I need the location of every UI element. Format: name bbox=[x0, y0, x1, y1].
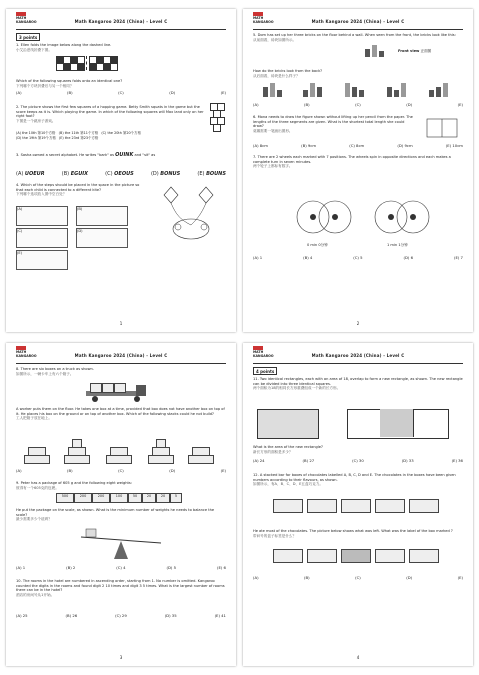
option-e[interactable]: (E) bbox=[220, 468, 226, 473]
option-c[interactable]: (C) bbox=[17, 229, 23, 233]
question-5-options bbox=[253, 102, 463, 107]
option-c[interactable]: (C) 5 bbox=[353, 255, 363, 260]
option-b[interactable]: (B) 4 bbox=[303, 255, 313, 260]
chocolate-boxes bbox=[273, 499, 443, 515]
question-3-options bbox=[16, 171, 226, 177]
option-b[interactable]: (B) 27 bbox=[302, 458, 315, 463]
option-b[interactable]: (B) 26 bbox=[65, 613, 78, 618]
front-view-bricks bbox=[363, 45, 393, 57]
option-c[interactable]: (C) bbox=[118, 90, 124, 95]
option-d[interactable]: (D) bbox=[406, 102, 413, 107]
weight-100: 100 bbox=[110, 493, 128, 503]
page-3 bbox=[6, 343, 236, 666]
question-12-options bbox=[253, 575, 463, 580]
header-title: Math Kangaroo 2024 (China) - Level C bbox=[74, 19, 168, 24]
option-e[interactable]: (E) 41 bbox=[214, 613, 226, 618]
question-10-options bbox=[16, 613, 226, 618]
question-7-options bbox=[253, 255, 463, 260]
page-header bbox=[253, 351, 463, 364]
kangaroo-logo: MATH KANGAROO bbox=[253, 12, 275, 26]
option-b[interactable]: (B) the 11th 第11个方格 bbox=[58, 131, 99, 135]
option-c[interactable]: (C) bbox=[355, 102, 361, 107]
question-5-choices bbox=[253, 81, 463, 101]
option-e[interactable]: (E) 10cm bbox=[445, 143, 463, 148]
option-c[interactable]: (C) OEOUS bbox=[105, 171, 134, 177]
wheel-label-1: 1 min 1分钟 bbox=[387, 243, 408, 247]
option-e[interactable]: (E) bbox=[457, 102, 463, 107]
kites-figure bbox=[156, 185, 226, 245]
page-number: 1 bbox=[119, 321, 123, 326]
option-d[interactable]: (D) bbox=[77, 229, 83, 233]
question-12: 12. A stacked bar for boxes of chocolates labelled A, B, C, D and E. The chocolates in the boxes have been given numbers according to their flavours, as shown. 如图所示，有A、B、C、D、E五盒巧克力。 bbox=[253, 473, 456, 487]
question-1-prompt: Which of the following squares folds onto an identical one? 下列哪个方块折叠后与另一个相同？ bbox=[16, 79, 123, 88]
page-header bbox=[253, 17, 463, 30]
weights-row bbox=[56, 493, 196, 503]
rectangles-figure bbox=[257, 401, 457, 441]
option-d[interactable]: (D) 35 bbox=[164, 613, 177, 618]
option-d[interactable]: (D) BONUS bbox=[150, 171, 181, 177]
page-header bbox=[16, 351, 226, 364]
option-d[interactable]: (D) bbox=[406, 575, 413, 580]
option-b[interactable]: (B) bbox=[304, 575, 310, 580]
front-view-label: Front view 正面图 bbox=[398, 49, 432, 53]
question-7: 7. There are 2 wheels each marked with 7 positions. The wheels spin in opposite directions and each makes a complete turn in seven minutes. 两个轮子上都标有数字。 bbox=[253, 155, 451, 169]
question-9: 9. Peter has a package of 605 g and the following eight weights: 彼得有一个605克的包裹。 bbox=[16, 481, 133, 490]
option-e[interactable]: (E) bbox=[457, 575, 463, 580]
weight-500: 500 bbox=[56, 493, 74, 503]
option-b[interactable]: (B) EGUIX bbox=[61, 171, 88, 177]
question-8-prompt: A worker puts them on the floor. He takes one box at a time, provided that box does not have another box on top of it. He places his box on the ground or on top of another box. Which of the following stacks could he not build? 工人把箱子放在地上。 bbox=[16, 407, 225, 421]
question-6-options bbox=[253, 143, 463, 148]
truck-figure bbox=[86, 379, 146, 403]
option-a[interactable]: (A) 1 bbox=[16, 565, 26, 570]
option-a[interactable]: (A) 24 bbox=[253, 458, 265, 463]
page-number: 3 bbox=[119, 655, 123, 660]
option-c[interactable]: (C) 29 bbox=[115, 613, 127, 618]
page-number: 2 bbox=[356, 321, 360, 326]
option-a[interactable]: (A) 25 bbox=[16, 613, 28, 618]
option-e[interactable]: (E) the 23rd 第23个方格 bbox=[58, 135, 99, 140]
page-4 bbox=[243, 343, 473, 666]
question-3: 3. Sasha owned a secret alphabet. He writes "bark" as OUINK and "sit" as bbox=[16, 152, 156, 158]
page-2 bbox=[243, 9, 473, 332]
chocolate-boxes-left bbox=[273, 549, 443, 565]
option-d[interactable]: (D) bbox=[169, 90, 176, 95]
option-d[interactable]: (D) the 19th 第19个方格 bbox=[16, 135, 56, 140]
fold-figure bbox=[56, 56, 186, 78]
weight-50: 50 bbox=[128, 493, 142, 503]
option-a[interactable]: (A) 1 bbox=[253, 255, 263, 260]
kangaroo-logo: MATH KANGAROO bbox=[16, 12, 38, 26]
question-4: 4. Which of the steps should be placed in the space in the picture so that each child is connected to a different kite? 下列哪个选项放入图中空白处？ bbox=[16, 183, 140, 197]
option-a[interactable]: (A) bbox=[16, 90, 22, 95]
weight-200: 200 bbox=[74, 493, 92, 503]
option-b[interactable]: (B) bbox=[67, 468, 73, 473]
question-8-options bbox=[16, 468, 226, 473]
option-d[interactable]: (D) 5 bbox=[166, 565, 177, 570]
question-5-prompt: How do the bricks look from the back? 从后面看，砖块是什么样子？ bbox=[253, 69, 323, 78]
option-d[interactable]: (D) bbox=[169, 468, 176, 473]
question-1: 1. Ellen folds the image below along the dashed line. 小艾沿虚线折叠下图。 bbox=[16, 43, 112, 52]
option-b[interactable]: (B) 2 bbox=[66, 565, 76, 570]
option-b[interactable]: (B) bbox=[67, 90, 73, 95]
question-11-prompt: What is the area of the new rectangle? 新长方形的面积是多少？ bbox=[253, 445, 323, 454]
question-12-prompt: He ate most of the chocolates. The picture below shows what was left. What was the label of the box marked ? 带问号的盒子标签是什么？ bbox=[253, 529, 453, 538]
option-b[interactable]: (B) bbox=[304, 102, 310, 107]
option-e[interactable]: (E) BOUNS bbox=[197, 171, 226, 177]
section-label: 4 points bbox=[253, 367, 277, 375]
question-2-options bbox=[16, 131, 226, 140]
option-b[interactable]: (B) bbox=[77, 207, 83, 211]
option-d[interactable]: (D) 9cm bbox=[397, 143, 413, 148]
question-11-options bbox=[253, 458, 463, 463]
option-c[interactable]: (C) bbox=[355, 575, 361, 580]
option-a[interactable]: (A) bbox=[253, 575, 259, 580]
wheels-figure bbox=[293, 195, 433, 243]
option-a[interactable]: (A) bbox=[253, 102, 259, 107]
page-number: 4 bbox=[356, 655, 360, 660]
option-e[interactable]: (E) bbox=[220, 90, 226, 95]
box-stacks bbox=[16, 439, 226, 467]
option-d[interactable]: (D) 33 bbox=[401, 458, 414, 463]
option-e[interactable]: (E) 36 bbox=[451, 458, 463, 463]
option-a[interactable]: (A) bbox=[17, 207, 23, 211]
kangaroo-logo: MATH KANGAROO bbox=[16, 346, 38, 360]
option-a[interactable]: (A) UOEUR bbox=[16, 171, 45, 177]
page-header bbox=[16, 17, 226, 30]
kangaroo-logo: MATH KANGAROO bbox=[253, 346, 275, 360]
question-9-options bbox=[16, 565, 226, 570]
option-b[interactable]: (B) 9cm bbox=[301, 143, 317, 148]
wheel-label-0: 0 min 0分钟 bbox=[307, 243, 328, 247]
header-title: Math Kangaroo 2024 (China) - Level C bbox=[311, 19, 405, 24]
question-10: 10. The rooms in the hotel are numbered in ascending order, starting from 1. No number is omitted. Kangaroo counted the digits in the rooms and found digit 2 10 times and digit 3 5 times. What is the largest number of rooms there can be in the hotel? 酒店的房间号从1开始。 bbox=[16, 579, 225, 597]
header-title: Math Kangaroo 2024 (China) - Level C bbox=[74, 353, 168, 358]
question-5: 5. Dom has set up her three bricks on the floor behind a wall. When seen from the front, the bricks look like this: 从前面看，砖块如图所示。 bbox=[253, 33, 456, 42]
option-c[interactable]: (C) 30 bbox=[352, 458, 364, 463]
question-6: 6. Mona needs to draw the figure shown without lifting up her pencil from the paper. The lengths of the three segments are given. What is the shortest total length she could draw? 莫娜需要一笔画出图形。 bbox=[253, 115, 413, 133]
option-a[interactable]: (A) 8cm bbox=[253, 143, 268, 148]
question-2: 2. The picture shows the first few squares of a hopping game. Betty Smith squats in the game but the score keeps as it is. Which playing the game. In which of the following squares will Max land only on her right foot? 下图是一个跳房子游戏。 bbox=[16, 105, 204, 123]
segments-figure bbox=[423, 115, 463, 141]
page-1 bbox=[6, 9, 236, 332]
question-9-prompt: He put the package on the scale, as shown. What is the minimum number of weights he needs to balance the scale? 最少需要多少个砝码？ bbox=[16, 508, 215, 522]
scale-figure bbox=[76, 523, 166, 563]
option-c[interactable]: (C) bbox=[118, 468, 124, 473]
option-d[interactable]: (D) 6 bbox=[403, 255, 414, 260]
option-c[interactable]: (C) 4 bbox=[116, 565, 126, 570]
question-1-options bbox=[16, 90, 226, 95]
question-11: 11. Two identical rectangles, each with an area of 18, overlap to form a new rectangle, as shown. The new rectangle can be divided into three identical squares. 两个面积为18的相同长方形重叠组成一个新的长方形。 bbox=[253, 377, 463, 391]
weight-200: 200 bbox=[92, 493, 110, 503]
question-8: 8. There are six boxes on a truck as shown. 如图所示，一辆卡车上有六个箱子。 bbox=[16, 367, 94, 376]
weight-20: 20 bbox=[142, 493, 156, 503]
option-c[interactable]: (C) the 20th 第20个方格 bbox=[101, 131, 141, 135]
weight-5: 5 bbox=[170, 493, 182, 503]
header-title: Math Kangaroo 2024 (China) - Level C bbox=[311, 353, 405, 358]
option-e[interactable]: (E) bbox=[17, 251, 23, 255]
weight-20: 20 bbox=[156, 493, 170, 503]
option-a[interactable]: (A) bbox=[16, 468, 22, 473]
option-e[interactable]: (E) 7 bbox=[453, 255, 463, 260]
section-label: 3 points bbox=[16, 33, 40, 41]
option-e[interactable]: (E) 6 bbox=[216, 565, 226, 570]
option-c[interactable]: (C) 8cm bbox=[349, 143, 365, 148]
option-a[interactable]: (A) the 10th 第10个方格 bbox=[16, 131, 56, 135]
